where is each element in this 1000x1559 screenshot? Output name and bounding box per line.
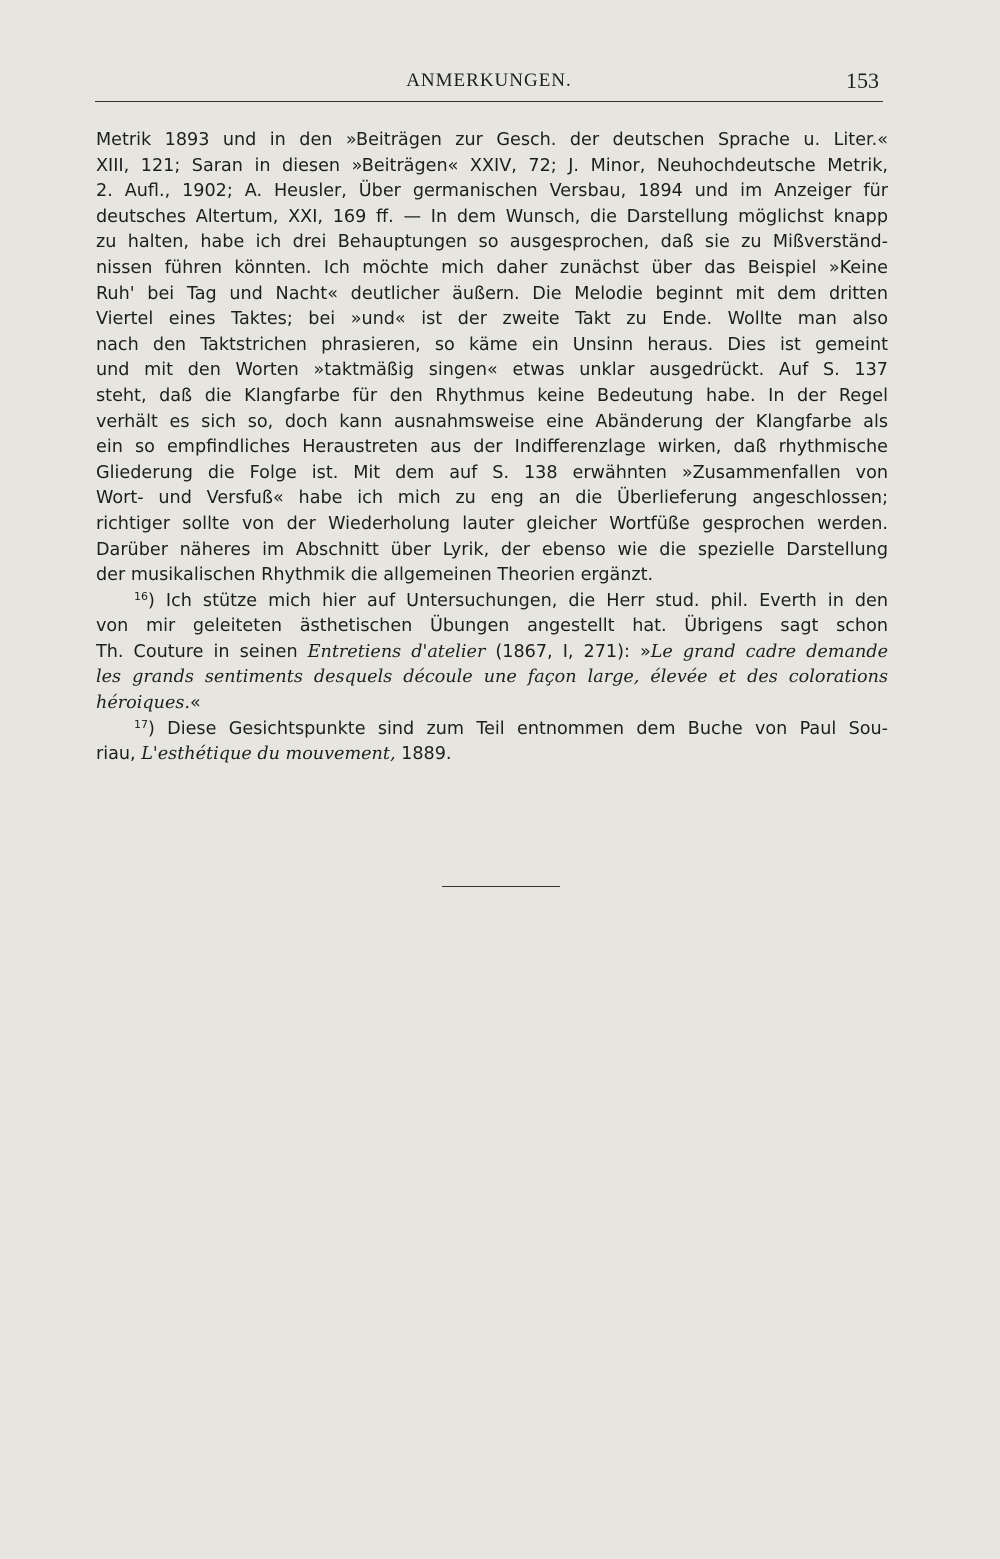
text-run: riau, xyxy=(96,744,142,765)
text-line xyxy=(96,691,888,717)
page-number: 153 xyxy=(846,68,879,93)
footnote-16 xyxy=(96,589,888,717)
text-line xyxy=(96,717,888,743)
text-line xyxy=(96,742,888,768)
text-line: und mit den Worten »taktmäßig singen« etwas unklar ausgedrückt. Auf S. 137 xyxy=(96,360,888,381)
quotation: Le grand cadre demande xyxy=(650,641,888,662)
notes-body xyxy=(96,128,888,768)
text-line: ein so empfindliches Heraustreten aus der Indifferenzlage wirken, daß rhythmische xyxy=(96,437,888,458)
section-end-rule xyxy=(442,886,560,887)
text-line: Metrik 1893 und in den »Beiträgen zur Gesch. der deutschen Sprache u. Liter.« xyxy=(96,130,888,150)
text-line: zu halten, habe ich drei Behauptungen so ausgesprochen, daß sie zu Mißverständ- xyxy=(96,232,888,253)
text-line: Ruh' bei Tag und Nacht« deutlicher äußern. Die Melodie beginnt mit dem dritten xyxy=(96,283,888,304)
text-line xyxy=(96,640,888,666)
book-title: Entretiens d'atelier xyxy=(307,641,486,662)
footnote-number: 16 xyxy=(134,589,148,603)
running-head: ANMERKUNGEN. xyxy=(406,70,572,91)
page-header xyxy=(95,66,883,100)
footnote-17 xyxy=(96,717,888,768)
text-line: richtiger sollte von der Wiederholung lauter gleicher Wortfüße gesprochen werden. xyxy=(96,513,888,534)
header-rule xyxy=(95,101,883,102)
text-run: ) Diese Gesichtspunkte sind zum Teil entnommen dem Buche von Paul Sou- xyxy=(148,718,888,739)
text-line: Darüber näheres im Abschnitt über Lyrik, der ebenso wie die spezielle Darstellung xyxy=(96,539,888,560)
text-line: von mir geleiteten ästhetischen Übungen angestellt hat. Übrigens sagt schon xyxy=(96,616,888,637)
text-run: ) Ich stütze mich hier auf Untersuchungen, die Herr stud. phil. Everth in den xyxy=(148,590,888,611)
note-paragraph-continued xyxy=(96,128,888,589)
text-run: Th. Couture in seinen xyxy=(96,641,308,662)
text-line xyxy=(96,589,888,615)
text-line: der musikalischen Rhythmik die allgemeinen Theorien ergänzt. xyxy=(96,565,654,586)
text-line: Viertel eines Taktes; bei »und« ist der zweite Takt zu Ende. Wollte man also xyxy=(96,309,888,330)
footnote-number: 17 xyxy=(134,717,148,731)
quotation: héroiques. xyxy=(96,693,190,714)
text-line: Wort- und Versfuß« habe ich mich zu eng an die Überlieferung angeschlossen; xyxy=(96,488,888,509)
text-line: Gliederung die Folge ist. Mit dem auf S. 138 erwähnten »Zusammenfallen von xyxy=(96,462,888,483)
text-line: nach den Taktstrichen phrasieren, so käme ein Unsinn heraus. Dies ist gemeint xyxy=(96,334,888,355)
text-line: verhält es sich so, doch kann ausnahmsweise eine Abänderung der Klangfarbe als xyxy=(96,411,888,432)
text-line: XIII, 121; Saran in diesen »Beiträgen« XXIV, 72; J. Minor, Neuhochdeutsche Metrik, xyxy=(96,155,888,176)
text-run: (1867, I, 271): » xyxy=(485,641,651,662)
text-line: nissen führen könnten. Ich möchte mich daher zunächst über das Beispiel »Keine xyxy=(96,257,888,278)
text-line: 2. Aufl., 1902; A. Heusler, Über germanischen Versbau, 1894 und im Anzeiger für xyxy=(96,181,888,202)
text-run: « xyxy=(190,693,201,714)
quotation-line: les grands sentiments desquels découle une façon large, élevée et des colorations xyxy=(96,667,888,688)
text-run: 1889. xyxy=(395,744,452,765)
text-line: steht, daß die Klangfarbe für den Rhythmus keine Bedeutung habe. In der Regel xyxy=(96,385,888,406)
text-line: deutsches Altertum, XXI, 169 ff. — In dem Wunsch, die Darstellung möglichst knapp xyxy=(96,206,888,227)
book-title: L'esthétique du mouvement, xyxy=(141,744,396,765)
